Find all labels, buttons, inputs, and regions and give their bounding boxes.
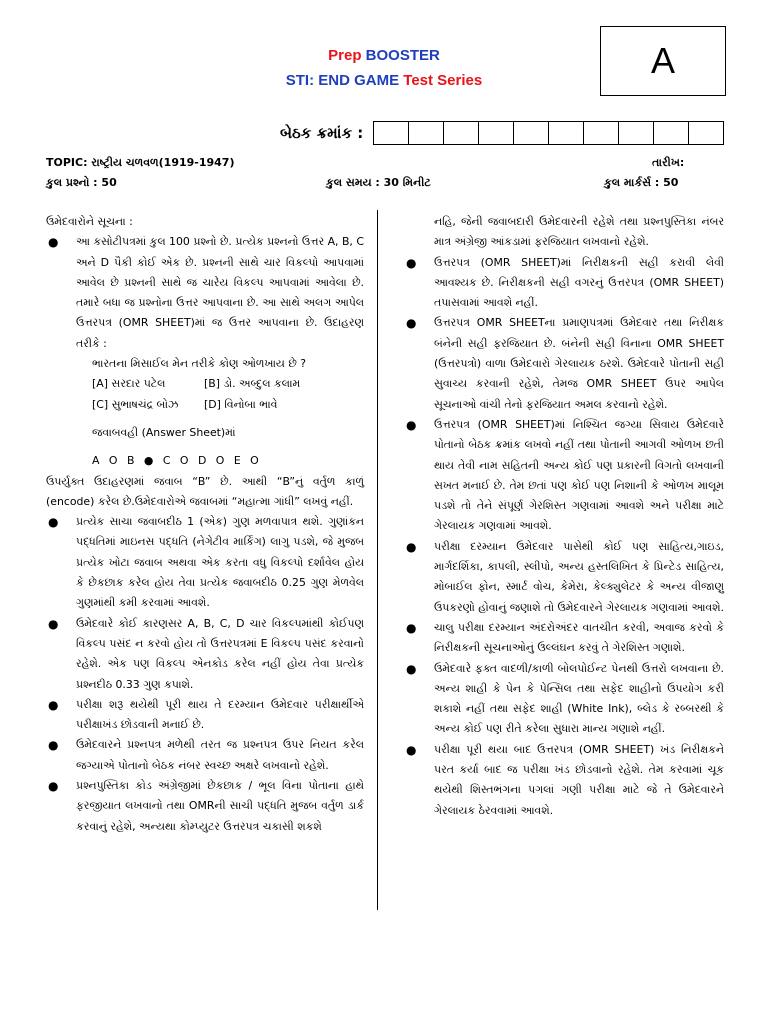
example-options-row <box>46 374 364 394</box>
seat-number-boxes[interactable] <box>373 121 724 145</box>
seat-number-row <box>280 120 724 146</box>
set-code-box: A <box>600 26 726 96</box>
seat-number-cell[interactable] <box>654 122 689 144</box>
instruction-item: ● ચાલુ પરીક્ષા દરમ્યાન અંદરોઅંદર વાતચીત કરવી, અવાજ કરવો કે નિરીક્ષકની સૂચનાઓનું ઉલ્લંઘન કરવું તે ગેરશિસ્ત ગણાશે. <box>404 618 724 659</box>
instruction-item: ● પ્રત્યેક સાચા જવાબદીઠ 1 (એક) ગુણ મળવાપાત્ર થશે. ગુણાંકન પદ્ધતિમાં માઇનસ પદ્ધતિ (નેગેટીવ માર્કિંગ) લાગુ પડશે, જે મુજબ પ્રત્યેક ખોટા જવાબ અથવા એક કરતા વધુ વિકલ્પો દર્શાવેલ હોય કે છેકછાક કરેલ હોય તેવા પ્રત્યેક જવાબદીઠ 0.25 ગુણ મેળવેલ ગુણમાંથી કમી કરવામાં આવશે. <box>46 512 364 613</box>
instruction-item: ● પરીક્ષા શરૂ થયેથી પૂરી થાય તે દરમ્યાન ઉમેદવાર પરીક્ષાર્થીએ પરીક્ષાખંડ છોડવાની મનાઈ છે. <box>46 695 364 736</box>
example-option-c: [C] સુભાષચંદ્ર બોઝ <box>92 397 179 411</box>
seat-number-cell[interactable] <box>444 122 479 144</box>
omr-bubble-example: A O B ● C O D O E O <box>92 454 259 468</box>
instruction-item: ● ઉમેદવારને પ્રશ્નપત્ર મળેથી તરત જ પ્રશ્નપત્ર ઉપર નિયત કરેલ જગ્યાએ પોતાનો બેઠક નંબર સ્વચ્છ અક્ષરે લખવાનો રહેશે. <box>46 735 364 776</box>
topic-line: TOPIC: રાષ્ટ્રીય ચળવળ(1919-1947) <box>46 156 235 169</box>
instruction-continuation: નહિ, જેની જવાબદારી ઉમેદવારની રહેશે તથા પ્રશ્નપુસ્તિકા નંબર માત્ર અંગ્રેજી આંકડામાં ફરજિયાત લખવાનો રહેશે. <box>434 215 724 249</box>
seat-number-cell[interactable] <box>584 122 619 144</box>
date-label: તારીખ: <box>652 156 685 169</box>
total-time: કુલ સમય : 30 મિનીટ <box>326 176 431 189</box>
instruction-item: ● ઉમેદવારે કોઈ કારણસર A, B, C, D ચાર વિકલ્પમાંથી કોઈપણ વિકલ્પ પસંદ ન કરવો હોય તો ઉત્તરપત્રમાં E વિકલ્પ પસંદ કરવાનો રહેશે. એક પણ વિકલ્પ એનકોડ કરેલ નહીં હોય તેવા પ્રત્યેક પ્રશ્નદીઠ 0.33 ગુણ કપાશે. <box>46 614 364 695</box>
instruction-item: ● પ્રશ્નપુસ્તિકા કોડ અંગ્રેજીમાં છેકછાક / ભૂલ વિના પોતાના હાથે ફરજીયાત લખવાનો તથા OMRની સાચી પદ્ધતિ મુજબ વર્તુળ ડાર્ક કરવાનું રહેશે, અન્યથા કોમ્પ્યુટર ઉત્તરપત્ર ચકાસી શકશે <box>46 776 364 837</box>
instruction-item: ● ઉમેદવારે ફક્ત વાદળી/કાળી બોલપોઈન્ટ પેનથી ઉત્તરો લખવાના છે. અન્ય શાહી કે પેન કે પેન્સિલ તથા સફેદ શાહીનો ઉપયોગ કરી શકાશે નહીં તથા સફેદ શાહી (White Ink), બ્લેડ કે રબ્બરથી કે અન્ય કોઈ પણ રીતે કરેલા સુધારા માન્ય ગણાશે નહીં. <box>404 659 724 740</box>
seat-number-cell[interactable] <box>619 122 654 144</box>
seat-number-cell[interactable] <box>549 122 584 144</box>
instruction-item: ● પરીક્ષા પૂરી થયા બાદ ઉત્તરપત્ર (OMR SHEET) ખંડ નિરીક્ષકને પરત કર્યા બાદ જ પરીક્ષા ખંડ છોડવાનો રહેશે. તેમ કરવામાં ચૂક થયેથી શિસ્તભંગના પગલાં ગણી પરીક્ષા માટે જે તે ઉમેદવારને ગેરલાયક ઠેરવવામાં આવશે. <box>404 740 724 821</box>
instructions-right-column <box>404 212 724 821</box>
series-prefix: STI: END GAME <box>285 72 400 89</box>
instruction-item: ● પરીક્ષા દરમ્યાન ઉમેદવાર પાસેથી કોઈ પણ સાહિત્ય,ગાઇડ, માર્ગદર્શિકા, કાપલી, સ્લીપો, અન્ય હસ્તલિખિત કે પ્રિન્ટેડ સાહિત્ય, મોબાઈલ ફોન, સ્માર્ટ વોચ, કેમેરા, કેલ્ક્યુલેટર કે અન્ય વીજાણુ ઉપકરણો હોવાનું જણાશે તો ઉમેદવારને ગેરલાયક ગણવામાં આવશે. <box>404 537 724 618</box>
instruction-item: ● આ કસોટીપત્રમાં કુલ 100 પ્રશ્નો છે. પ્રત્યેક પ્રશ્નનો ઉત્તર A, B, C અને D પૈકી કોઈ એક છે. પ્રશ્નની સાથે ચાર વિકલ્પો આપવામાં આવેલ છે પ્રશ્નની સાથે જ ચારેય વિકલ્પ આપવામાં આવેલા છે. તમારે બધા જ પ્રશ્નોના ઉત્તર આપવાના છે. આ સાથે અલગ આપેલ ઉત્તરપત્ર (OMR SHEET)માં જ ઉત્તર આપવાના છે. ઉદાહરણ તરીકે : <box>46 232 364 354</box>
answer-sheet-label: જવાબવહી (Answer Sheet)માં <box>92 425 236 439</box>
brand-booster: BOOSTER <box>365 47 440 64</box>
instruction-item: ● ઉત્તરપત્ર (OMR SHEET)માં નિરીક્ષકની સહી કરાવી લેવી આવશ્યક છે. નિરીક્ષકની સહી વગરનું ઉત્તરપત્ર (OMR SHEET) તપાસવામાં આવશે નહીં. <box>404 253 724 314</box>
example-question: ભારતના મિસાઈલ મેન તરીકે કોણ ઓળખાય છે ? <box>92 357 306 371</box>
instruction-item: ● ઉત્તરપત્ર (OMR SHEET)માં નિશ્ચિત જગ્યા સિવાય ઉમેદવારે પોતાનો બેઠક ક્રમાંક લખવો નહીં તથા પોતાની આગવી ઓળખ છતી થાય તેવી નામ સહિતની અન્ય કોઈ પણ પ્રકારની વિગતો લખવાની સખત મનાઈ છે. તેમ છતાં પણ કોઈ પણ નિશાની કે ઓળખ માલૂમ પડશે તો તેને સંપૂર્ણ ગેરશિસ્ત ગણવામાં આવશે અને પરીક્ષા માટે ગેરલાયક ગણવામાં આવશે. <box>404 415 724 537</box>
instruction-item: ● ઉત્તરપત્ર OMR SHEETના પ્રમાણપત્રમાં ઉમેદવાર તથા નિરીક્ષક બંનેની સહી ફરજિયાત છે. બંનેની સહી વિનાના OMR SHEET (ઉત્તરપત્રો) વાળા ઉમેદવારો ગેરલાયક ઠરશે. ઉમેદવારે પોતાની સહી સુવાચ્ય કરવાની રહેશે, તેમજ OMR SHEET ઉપર આપેલ સૂચનાઓ વાંચી તેનો ફરજિયાત અમલ કરવાનો રહેશે. <box>404 313 724 414</box>
series-suffix: Test Series <box>403 72 483 89</box>
seat-number-label: બેઠક ક્રમાંક : <box>280 124 364 142</box>
instructions-left-column <box>46 212 364 837</box>
total-marks: કુલ માર્કર્સ : 50 <box>604 176 679 189</box>
example-option-d: [D] વિનોબા ભાવે <box>204 397 278 411</box>
column-divider <box>377 210 378 910</box>
brand-prep: Prep <box>328 47 362 64</box>
example-option-b: [B] ડો. અબ્દુલ કલામ <box>204 377 301 391</box>
example-option-a: [A] સરદાર પટેલ <box>92 377 166 391</box>
seat-number-cell[interactable] <box>514 122 549 144</box>
total-questions: કુલ પ્રશ્નો : 50 <box>46 176 117 189</box>
example-explanation: ઉપર્યુક્ત ઉદાહરણમાં જવાબ “B” છે. આથી “B”નું વર્તુળ કાળું (encode) કરેલ છે.ઉમેદવારોએ જવાબમાં “મહાત્મા ગાંધી” લખવું નહીં. <box>46 474 364 508</box>
seat-number-cell[interactable] <box>374 122 409 144</box>
instructions-heading: ઉમેદવારોને સૂચના : <box>46 215 133 228</box>
example-options-row <box>46 395 364 415</box>
seat-number-cell[interactable] <box>689 122 724 144</box>
seat-number-cell[interactable] <box>409 122 444 144</box>
seat-number-cell[interactable] <box>479 122 514 144</box>
